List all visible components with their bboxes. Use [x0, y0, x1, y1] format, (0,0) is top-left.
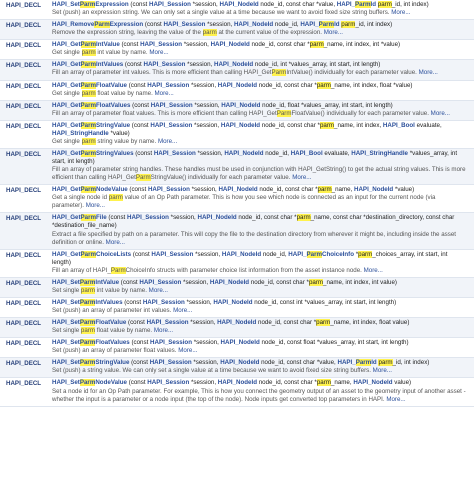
more-link[interactable]: More... [85, 202, 105, 210]
function-signature [52, 41, 468, 49]
search-highlight: parm [202, 29, 217, 37]
return-type-label: HAPI_DECL [6, 251, 42, 259]
return-type-label: HAPI_DECL [6, 279, 42, 287]
result-row [0, 278, 474, 298]
more-link[interactable]: More... [386, 395, 406, 403]
signature-text: *session, [192, 121, 221, 129]
type-link[interactable]: HAPI_NodeId [217, 379, 257, 387]
result-body [52, 82, 474, 98]
signature-text: evaluate, [322, 149, 352, 157]
function-name-link[interactable]: HAPI_GetParmIntValue [52, 41, 120, 49]
search-highlight: Parm [79, 319, 96, 327]
type-link[interactable]: HAPI_NodeId [354, 186, 394, 194]
function-description: Get single parm int value by name. More... [52, 49, 169, 57]
function-description: Fill an array of parameter int values. This is more efficient than calling HAPI_GetParmIntValue() individually for each parameter value. More... [52, 69, 438, 77]
return-type-label: HAPI_DECL [6, 340, 42, 348]
function-description: Fill an array of parameter string handles. These handles must be used in conjunction with HAPI_GetString() to get the actual string values. This is more efficient than calling HAPI_GetParmStringValue() individually for each parameter value. More... [52, 166, 466, 182]
function-name-link[interactable]: HAPI_GetParmFloatValues [52, 101, 131, 109]
search-highlight: parm [378, 359, 393, 367]
type-link[interactable]: HAPI_Session [163, 21, 206, 29]
signature-text: node_id, const char *parm_name, int index, int *value) [249, 41, 401, 49]
signature-text: parm_id, int index) [378, 359, 430, 367]
type-link[interactable]: HAPI_Session [142, 298, 185, 306]
search-highlight: parm [80, 286, 96, 294]
type-link[interactable]: HAPI_Session [143, 61, 186, 69]
signature-text: *session, [188, 319, 218, 327]
signature-text: *values_array, int start, int length) [52, 149, 458, 165]
return-type-label: HAPI_DECL [6, 22, 42, 30]
signature-text: (const [106, 214, 127, 222]
type-link[interactable]: HAPI_Session [150, 121, 193, 129]
return-type-label: HAPI_DECL [6, 102, 42, 110]
function-name-link[interactable]: HAPI_SetParmIntValue [52, 278, 120, 286]
type-link[interactable]: HAPI_NodeId [197, 214, 237, 222]
search-highlight: Parm [318, 21, 335, 29]
type-link[interactable]: HAPI_NodeId [219, 1, 259, 8]
signature-text: (const [130, 121, 151, 129]
function-signature [52, 214, 468, 230]
result-row [0, 121, 474, 149]
function-signature [52, 150, 468, 166]
search-highlight: parm [308, 278, 324, 286]
signature-text: *session, [181, 278, 210, 286]
search-highlight: parm [108, 194, 123, 202]
search-highlight: Parm [79, 379, 96, 387]
result-body [52, 102, 474, 118]
signature-text: *session, [195, 149, 225, 157]
function-signature [52, 122, 468, 138]
signature-text: node_id, const float *values_array, int start, int length) [259, 339, 409, 347]
signature-text: node_id, const char *value, [258, 1, 337, 8]
result-row [0, 0, 474, 20]
function-description: Set (push) an array of parameter int values. More... [52, 307, 193, 314]
search-highlight: Parm [355, 1, 371, 8]
result-row [0, 60, 474, 80]
more-link[interactable]: More... [157, 137, 178, 145]
signature-text: *session, [189, 186, 219, 194]
more-link[interactable]: More... [178, 347, 198, 355]
result-body [52, 299, 474, 315]
function-name-link[interactable]: HAPI_SetParmFloatValue [52, 319, 127, 327]
search-highlight: parm [309, 41, 324, 49]
function-description: Set (push) a string value. We can only set a single value at a time because we want to avoid fixed size string buffers. More... [52, 367, 392, 375]
result-row [0, 298, 474, 318]
signature-text: parm_id, int index) [377, 1, 429, 8]
function-signature [52, 299, 468, 307]
signature-text: node_id, const char *parm_name, int index, float value) [256, 319, 410, 327]
result-row [0, 338, 474, 358]
function-signature [52, 279, 468, 287]
signature-text: node_id, const char *parm_name, [256, 379, 354, 387]
signature-text: *session, [205, 21, 234, 29]
search-highlight: Parm [80, 186, 97, 194]
type-link[interactable]: HAPI_NodeId [213, 298, 253, 306]
signature-text: node_id, const char *parm_name, int index, float *value) [256, 81, 413, 89]
search-highlight: parm [317, 186, 332, 194]
more-link[interactable]: More... [292, 174, 312, 182]
more-link[interactable]: More... [149, 49, 169, 57]
result-row [0, 81, 474, 101]
result-body [52, 359, 474, 375]
result-body [52, 251, 474, 275]
more-link[interactable]: More... [430, 109, 450, 117]
search-highlight: Parm [271, 69, 287, 77]
search-highlight: Parm [80, 214, 97, 222]
signature-text: *value) [393, 186, 415, 194]
result-body [52, 122, 474, 146]
type-link[interactable]: HAPI_NodeId [220, 121, 261, 129]
function-description: Set single parm float value by name. More... [52, 327, 174, 335]
signature-text: node_id, const char *parm_name, const char *destination_directory, const char *destination_file_name) [52, 214, 455, 230]
type-link[interactable]: HAPI_Session [146, 319, 189, 327]
signature-text: *session, [182, 41, 211, 49]
search-highlight: parm [377, 1, 392, 8]
signature-text: *session, [184, 298, 214, 306]
result-row [0, 378, 474, 406]
function-name-link[interactable]: HAPI_SetParmNodeValue [52, 379, 127, 387]
signature-text: parm_id, int index) [341, 21, 393, 29]
function-description: Get single parm string value by name. More... [52, 137, 178, 145]
signature-text: *session, [189, 379, 218, 387]
search-highlight: parm [81, 89, 96, 97]
type-link[interactable]: HAPI_ParmChoiceInfo [288, 250, 354, 258]
signature-text: node_id, const char *value, [259, 359, 338, 367]
function-description: Set (push) an array of parameter float values. More... [52, 347, 198, 355]
search-highlight: Parm [79, 359, 96, 367]
type-link[interactable]: HAPI_NodeId [218, 186, 258, 194]
result-row [0, 20, 474, 40]
search-highlight: Parm [79, 298, 96, 306]
type-link[interactable]: HAPI_Session [147, 186, 190, 194]
signature-text: node_id, const char *parm_name, [257, 186, 354, 194]
more-link[interactable]: More... [173, 307, 193, 314]
type-link[interactable]: HAPI_NodeId [233, 21, 274, 29]
search-highlight: parm [81, 137, 96, 145]
result-row [0, 358, 474, 378]
signature-text: value) [392, 379, 412, 387]
search-highlight: Parm [276, 109, 292, 117]
search-highlight: Parm [306, 250, 323, 258]
return-type-label: HAPI_DECL [6, 2, 42, 9]
more-link[interactable]: More... [391, 9, 411, 17]
search-highlight: parm [341, 21, 356, 29]
return-type-label: HAPI_DECL [6, 150, 42, 158]
more-link[interactable]: More... [153, 327, 174, 335]
signature-text: (const [143, 21, 164, 29]
type-link[interactable]: HAPI_Bool [382, 121, 415, 129]
search-highlight: Parm [80, 101, 97, 109]
type-link[interactable]: HAPI_NodeId [220, 339, 260, 347]
search-highlight: Parm [79, 278, 96, 286]
signature-text: node_id, [273, 21, 301, 29]
result-body [52, 61, 474, 77]
signature-text: *session, [189, 81, 218, 89]
function-name-link[interactable]: HAPI_GetParmNodeValue [52, 186, 128, 194]
type-link[interactable]: HAPI_Session [147, 81, 190, 89]
function-signature [52, 319, 468, 327]
more-link[interactable]: More... [363, 266, 383, 274]
signature-text: *parm_choices_array, int start, int length) [52, 250, 448, 266]
type-link[interactable]: HAPI_Session [149, 359, 192, 367]
return-type-label: HAPI_DECL [6, 187, 42, 195]
function-signature [52, 21, 468, 29]
function-signature [52, 82, 468, 90]
signature-text: node_id, [261, 250, 289, 258]
signature-text: (const [131, 250, 152, 258]
type-link[interactable]: HAPI_Session [153, 149, 196, 157]
search-highlight: parm [296, 214, 311, 222]
return-type-label: HAPI_DECL [6, 380, 42, 388]
signature-text: (const [126, 81, 148, 89]
result-body [52, 186, 474, 210]
function-description: Set (push) an expression string. We can only set a single value at a time because we want to avoid fixed size string buffers. More... [52, 9, 411, 17]
result-row [0, 318, 474, 338]
type-link[interactable]: HAPI_NodeId [220, 359, 260, 367]
search-highlight: parm [316, 379, 331, 387]
search-highlight: Parm [94, 21, 110, 29]
signature-text: *session, [191, 359, 221, 367]
function-description: Remove the expression string, leaving the value of the parm at the current value of the expression. More... [52, 29, 343, 37]
signature-text: *session, [190, 1, 220, 8]
type-link[interactable]: HAPI_Session [150, 339, 192, 347]
function-description: Fill an array of parameter float values. This is more efficient than calling HAPI_GetParmFloatValue() individually for each parameter value. More... [52, 109, 450, 117]
type-link[interactable]: HAPI_Session [149, 1, 191, 8]
type-link[interactable]: HAPI_Bool [290, 149, 323, 157]
type-link[interactable]: HAPI_Session [140, 41, 183, 49]
search-highlight: Parm [80, 121, 97, 129]
signature-text: (const [123, 61, 144, 69]
signature-text: *session, [168, 214, 198, 222]
type-link[interactable]: HAPI_NodeId [217, 319, 257, 327]
function-signature [52, 339, 468, 347]
more-link[interactable]: More... [148, 286, 168, 294]
result-row [0, 149, 474, 185]
signature-text: (const [133, 149, 154, 157]
type-link[interactable]: HAPI_NodeId [214, 61, 254, 69]
search-highlight: Parm [355, 359, 372, 367]
type-link[interactable]: HAPI_Session [151, 250, 194, 258]
signature-text: (const [119, 278, 140, 286]
function-name-link[interactable]: HAPI_GetParmStringValues [52, 149, 134, 157]
type-link[interactable]: HAPI_Session [139, 278, 182, 286]
search-highlight: parm [316, 81, 331, 89]
search-highlight: Parm [80, 61, 97, 69]
type-link[interactable]: HAPI_NodeId [217, 81, 257, 89]
function-name-link[interactable]: HAPI_GetParmChoiceLists [52, 250, 132, 258]
result-body [52, 319, 474, 335]
signature-text: node_id, const char *parm_name, int index, int value) [249, 278, 397, 286]
signature-text: node_id, [263, 149, 291, 157]
result-row [0, 101, 474, 121]
more-link[interactable]: More... [105, 238, 125, 246]
type-link[interactable]: HAPI_NodeId [221, 101, 261, 109]
function-name-link[interactable]: HAPI_SetParmExpression [52, 1, 129, 8]
result-body [52, 279, 474, 295]
result-row [0, 213, 474, 249]
function-description: Get single parm float value by name. More... [52, 89, 174, 97]
return-type-label: HAPI_DECL [6, 360, 42, 368]
type-link[interactable]: HAPI_NodeId [221, 250, 262, 258]
search-highlight: Parm [110, 266, 126, 274]
result-body [52, 379, 474, 403]
type-link[interactable]: HAPI_ParmId [336, 1, 377, 8]
signature-text: *session, [185, 61, 214, 69]
function-signature [52, 1, 468, 9]
result-body [52, 150, 474, 182]
result-body [52, 41, 474, 57]
return-type-label: HAPI_DECL [6, 42, 42, 50]
more-link[interactable]: More... [154, 89, 174, 97]
search-highlight: Parm [79, 1, 96, 8]
function-signature [52, 251, 468, 267]
function-name-link[interactable]: HAPI_GetParmFloatValue [52, 81, 127, 89]
function-name-link[interactable]: HAPI_SetParmFloatValues [52, 339, 130, 347]
function-description: Set a node id for an Op Path parameter. For example, This is how you connect the geometry output of an asset to the geometry input of another asset - whether the input is a parameter or a node input (the top of the node). Node inputs get converted top parameters in HAPI. More... [52, 387, 466, 403]
return-type-label: HAPI_DECL [6, 215, 42, 223]
type-link[interactable]: HAPI_StringHandle [52, 129, 109, 137]
search-highlight: Parm [80, 250, 97, 258]
type-link[interactable]: HAPI_Session [147, 379, 190, 387]
search-highlight: parm [81, 49, 96, 57]
type-link[interactable]: HAPI_StringHandle [351, 149, 408, 157]
type-link[interactable]: HAPI_NodeId [224, 149, 264, 157]
signature-text: *value) [108, 129, 130, 137]
search-highlight: parm [319, 121, 335, 129]
signature-text: *session, [193, 250, 222, 258]
type-link[interactable]: HAPI_NodeId [210, 41, 250, 49]
search-highlight: Parm [80, 81, 97, 89]
result-row [0, 40, 474, 60]
signature-text: (const [127, 186, 148, 194]
search-highlight: Parm [80, 149, 97, 157]
result-body [52, 339, 474, 355]
search-highlight: Parm [79, 339, 96, 347]
function-signature [52, 61, 468, 69]
type-link[interactable]: HAPI_NodeId [209, 278, 250, 286]
signature-text: (const [126, 379, 148, 387]
signature-text: node_id, const int *values_array, int start, int length) [252, 298, 397, 306]
more-link[interactable]: More... [418, 69, 438, 77]
function-signature [52, 102, 468, 110]
signature-text: (const [128, 1, 149, 8]
result-body [52, 1, 474, 17]
result-row [0, 250, 474, 278]
signature-text: (const [126, 319, 147, 327]
return-type-label: HAPI_DECL [6, 320, 42, 328]
signature-text: node_id, float *values_array, int start, int length) [260, 101, 393, 109]
function-description: Extract a file specified by path on a parameter. This will copy the file to the destination directory from wherever it might be, including inside the asset definition or online. More... [52, 230, 456, 246]
signature-text: *session, [191, 339, 221, 347]
function-description: Set single parm int value by name. More... [52, 286, 168, 294]
signature-text: (const [122, 298, 143, 306]
result-body [52, 21, 474, 37]
type-link[interactable]: HAPI_Session [150, 101, 193, 109]
function-name-link[interactable]: HAPI_GetParmFile [52, 214, 107, 222]
search-highlight: Parm [80, 41, 97, 49]
signature-text: node_id, const char *parm_name, int index, [260, 121, 383, 129]
signature-text: evaluate, [414, 121, 442, 129]
result-body [52, 214, 474, 246]
signature-text: *session, [192, 101, 222, 109]
function-name-link[interactable]: HAPI_SetParmIntValues [52, 298, 123, 306]
search-highlight: parm [316, 319, 331, 327]
signature-text: (const [119, 41, 141, 49]
function-name-link[interactable]: HAPI_RemoveParmExpression [52, 21, 144, 29]
type-link[interactable]: HAPI_NodeId [353, 379, 393, 387]
search-highlight: parm [80, 327, 96, 335]
result-row [0, 185, 474, 213]
function-description: Fill an array of HAPI_ParmChoiceInfo structs with parameter choice list information from the asset instance node. More... [52, 266, 383, 274]
return-type-label: HAPI_DECL [6, 62, 42, 70]
return-type-label: HAPI_DECL [6, 122, 42, 130]
function-name-link[interactable]: HAPI_GetParmStringValue [52, 121, 131, 129]
function-signature [52, 359, 468, 367]
signature-text: (const [130, 101, 151, 109]
search-highlight: parm [358, 250, 373, 258]
type-link[interactable]: HAPI_ParmId [337, 359, 377, 367]
function-description: Get a single node id parm value of an Op Path parameter. This is how you see which node is connected as an input for the current node (via parameter). More... [52, 194, 436, 210]
return-type-label: HAPI_DECL [6, 299, 42, 307]
function-name-link[interactable]: HAPI_GetParmIntValues [52, 61, 124, 69]
type-link[interactable]: HAPI_Session [127, 214, 169, 222]
more-link[interactable]: More... [323, 29, 343, 37]
return-type-label: HAPI_DECL [6, 82, 42, 90]
function-name-link[interactable]: HAPI_SetParmStringValue [52, 359, 130, 367]
signature-text: (const [129, 359, 150, 367]
search-highlight: Parm [135, 174, 151, 182]
function-signature [52, 186, 468, 194]
function-signature [52, 379, 468, 387]
type-link[interactable]: HAPI_ParmId [300, 21, 340, 29]
signature-text: node_id, int *values_array, int start, int length) [253, 61, 381, 69]
signature-text: (const [129, 339, 151, 347]
more-link[interactable]: More... [372, 367, 392, 375]
